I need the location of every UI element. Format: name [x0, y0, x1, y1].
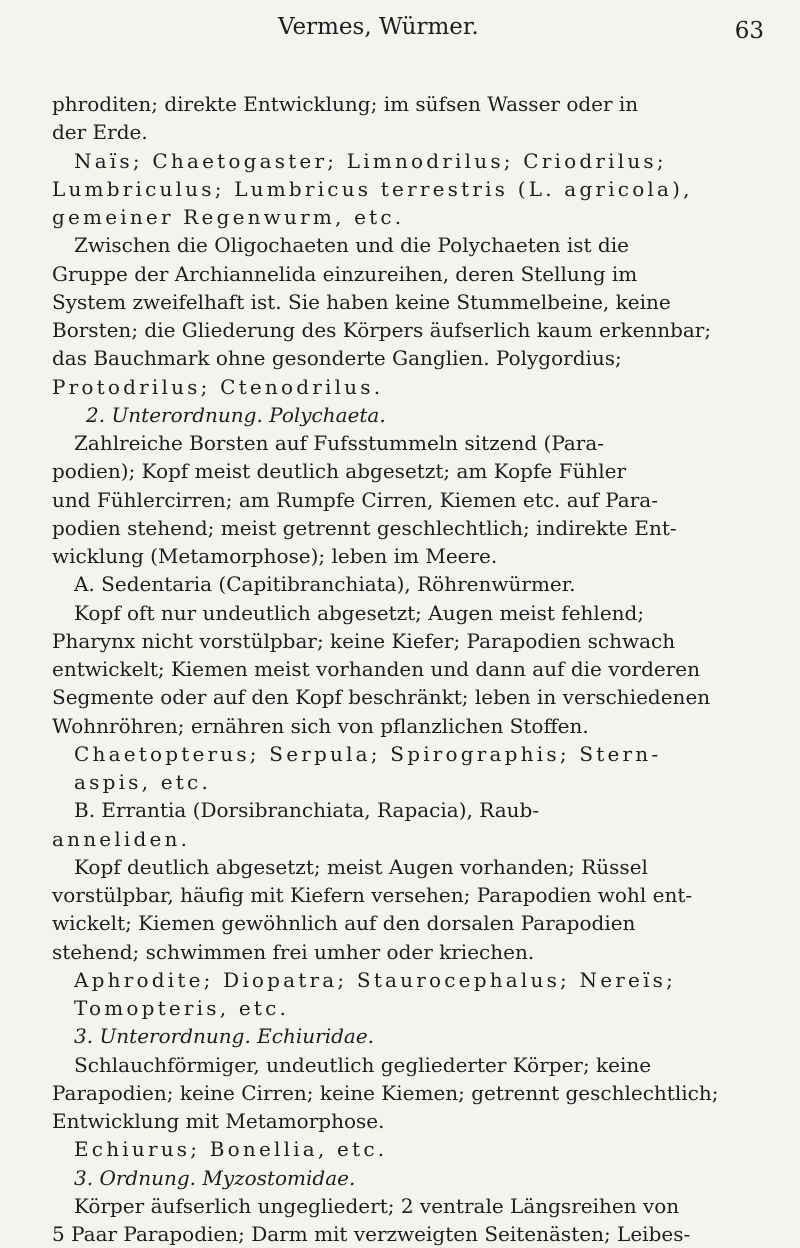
text-line: Kopf oft nur undeutlich abgesetzt; Augen meist fehlend;	[74, 600, 645, 625]
text-line: Borsten; die Gliederung des Körpers äufserlich kaum erkennbar;	[52, 318, 712, 342]
text-line: wicklung (Metamorphose); leben im Meere.	[52, 544, 498, 568]
text-line: Aphrodite; Diopatra; Staurocephalus; Nereïs;	[74, 967, 677, 992]
text-line: Parapodien; keine Cirren; keine Kiemen; getrennt geschlechtlich;	[52, 1080, 719, 1105]
text-line: Protodrilus; Ctenodrilus.	[52, 374, 384, 399]
running-title: Vermes, Würmer.	[278, 14, 479, 40]
text-line: Kopf deutlich abgesetzt; meist Augen vorhanden; Rüssel	[74, 854, 648, 879]
text-line: Zahlreiche Borsten auf Fufsstummeln sitzend (Para-	[74, 431, 605, 455]
text-line: Naïs; Chaetogaster; Limnodrilus; Criodrilus;	[74, 148, 667, 173]
text-line: 5 Paar Parapodien; Darm mit verzweigten Seitenästen; Leibes-	[52, 1222, 691, 1246]
text-line: Lumbriculus; Lumbricus terrestris (L. agricola),	[52, 176, 693, 201]
text-line: 3. Ordnung. Myzostomidae.	[74, 1165, 356, 1190]
text-line: aspis, etc.	[74, 770, 211, 794]
text-line: Schlauchförmiger, undeutlich gegliederter Körper; keine	[74, 1052, 652, 1077]
text-line: Körper äufserlich ungegliedert; 2 ventrale Längsreihen von	[74, 1193, 680, 1218]
text-line: Pharynx nicht vorstülpbar; keine Kiefer; Parapodien schwach	[52, 628, 676, 653]
text-line: wickelt; Kiemen gewöhnlich auf den dorsalen Parapodien	[52, 911, 636, 936]
text-line: podien); Kopf meist deutlich abgesetzt; am Kopfe Fühler	[52, 459, 627, 484]
body-text	[52, 90, 742, 1248]
text-line: B. Errantia (Dorsibranchiata, Rapacia), Raub-	[74, 798, 540, 823]
text-line: Entwicklung mit Metamorphose.	[52, 1109, 385, 1133]
text-line: phroditen; direkte Entwicklung; im süfsen Wasser oder in	[52, 92, 639, 116]
text-line: Tomopteris, etc.	[74, 996, 290, 1020]
text-line: Zwischen die Oligochaeten und die Polychaeten ist die	[74, 233, 629, 258]
text-line: Chaetopterus; Serpula; Spirographis; Stern-	[74, 741, 662, 766]
text-line: der Erde.	[52, 120, 148, 145]
text-line: Echiurus; Bonellia, etc.	[74, 1137, 388, 1162]
text-line: 3. Unterordnung. Echiuridae.	[74, 1024, 375, 1049]
text-line: vorstülpbar, häufig mit Kiefern versehen; Parapodien wohl ent-	[52, 883, 693, 907]
text-line: A. Sedentaria (Capitibranchiata), Röhrenwürmer.	[74, 572, 576, 597]
text-line: Segmente oder auf den Kopf beschränkt; leben in verschiedenen	[52, 685, 711, 710]
text-line: stehend; schwimmen frei umher oder kriechen.	[52, 939, 535, 964]
text-line: gemeiner Regenwurm, etc.	[52, 205, 405, 229]
page-number: 63	[734, 18, 764, 44]
text-line: podien stehend; meist getrennt geschlechtlich; indirekte Ent-	[52, 515, 677, 540]
text-line: 2. Unterordnung. Polychaeta.	[86, 402, 386, 427]
text-line: das Bauchmark ohne gesonderte Ganglien. Polygordius;	[52, 346, 622, 371]
text-line: Gruppe der Archiannelida einzureihen, deren Stellung im	[52, 261, 638, 286]
page-header	[58, 12, 800, 52]
text-line: anneliden.	[52, 826, 191, 851]
text-line: entwickelt; Kiemen meist vorhanden und dann auf die vorderen	[52, 657, 701, 681]
text-line: Wohnröhren; ernähren sich von pflanzlichen Stoffen.	[52, 713, 589, 738]
text-line: System zweifelhaft ist. Sie haben keine Stummelbeine, keine	[52, 289, 671, 314]
text-line: und Fühlercirren; am Rumpfe Cirren, Kiemen etc. auf Para-	[52, 487, 658, 512]
